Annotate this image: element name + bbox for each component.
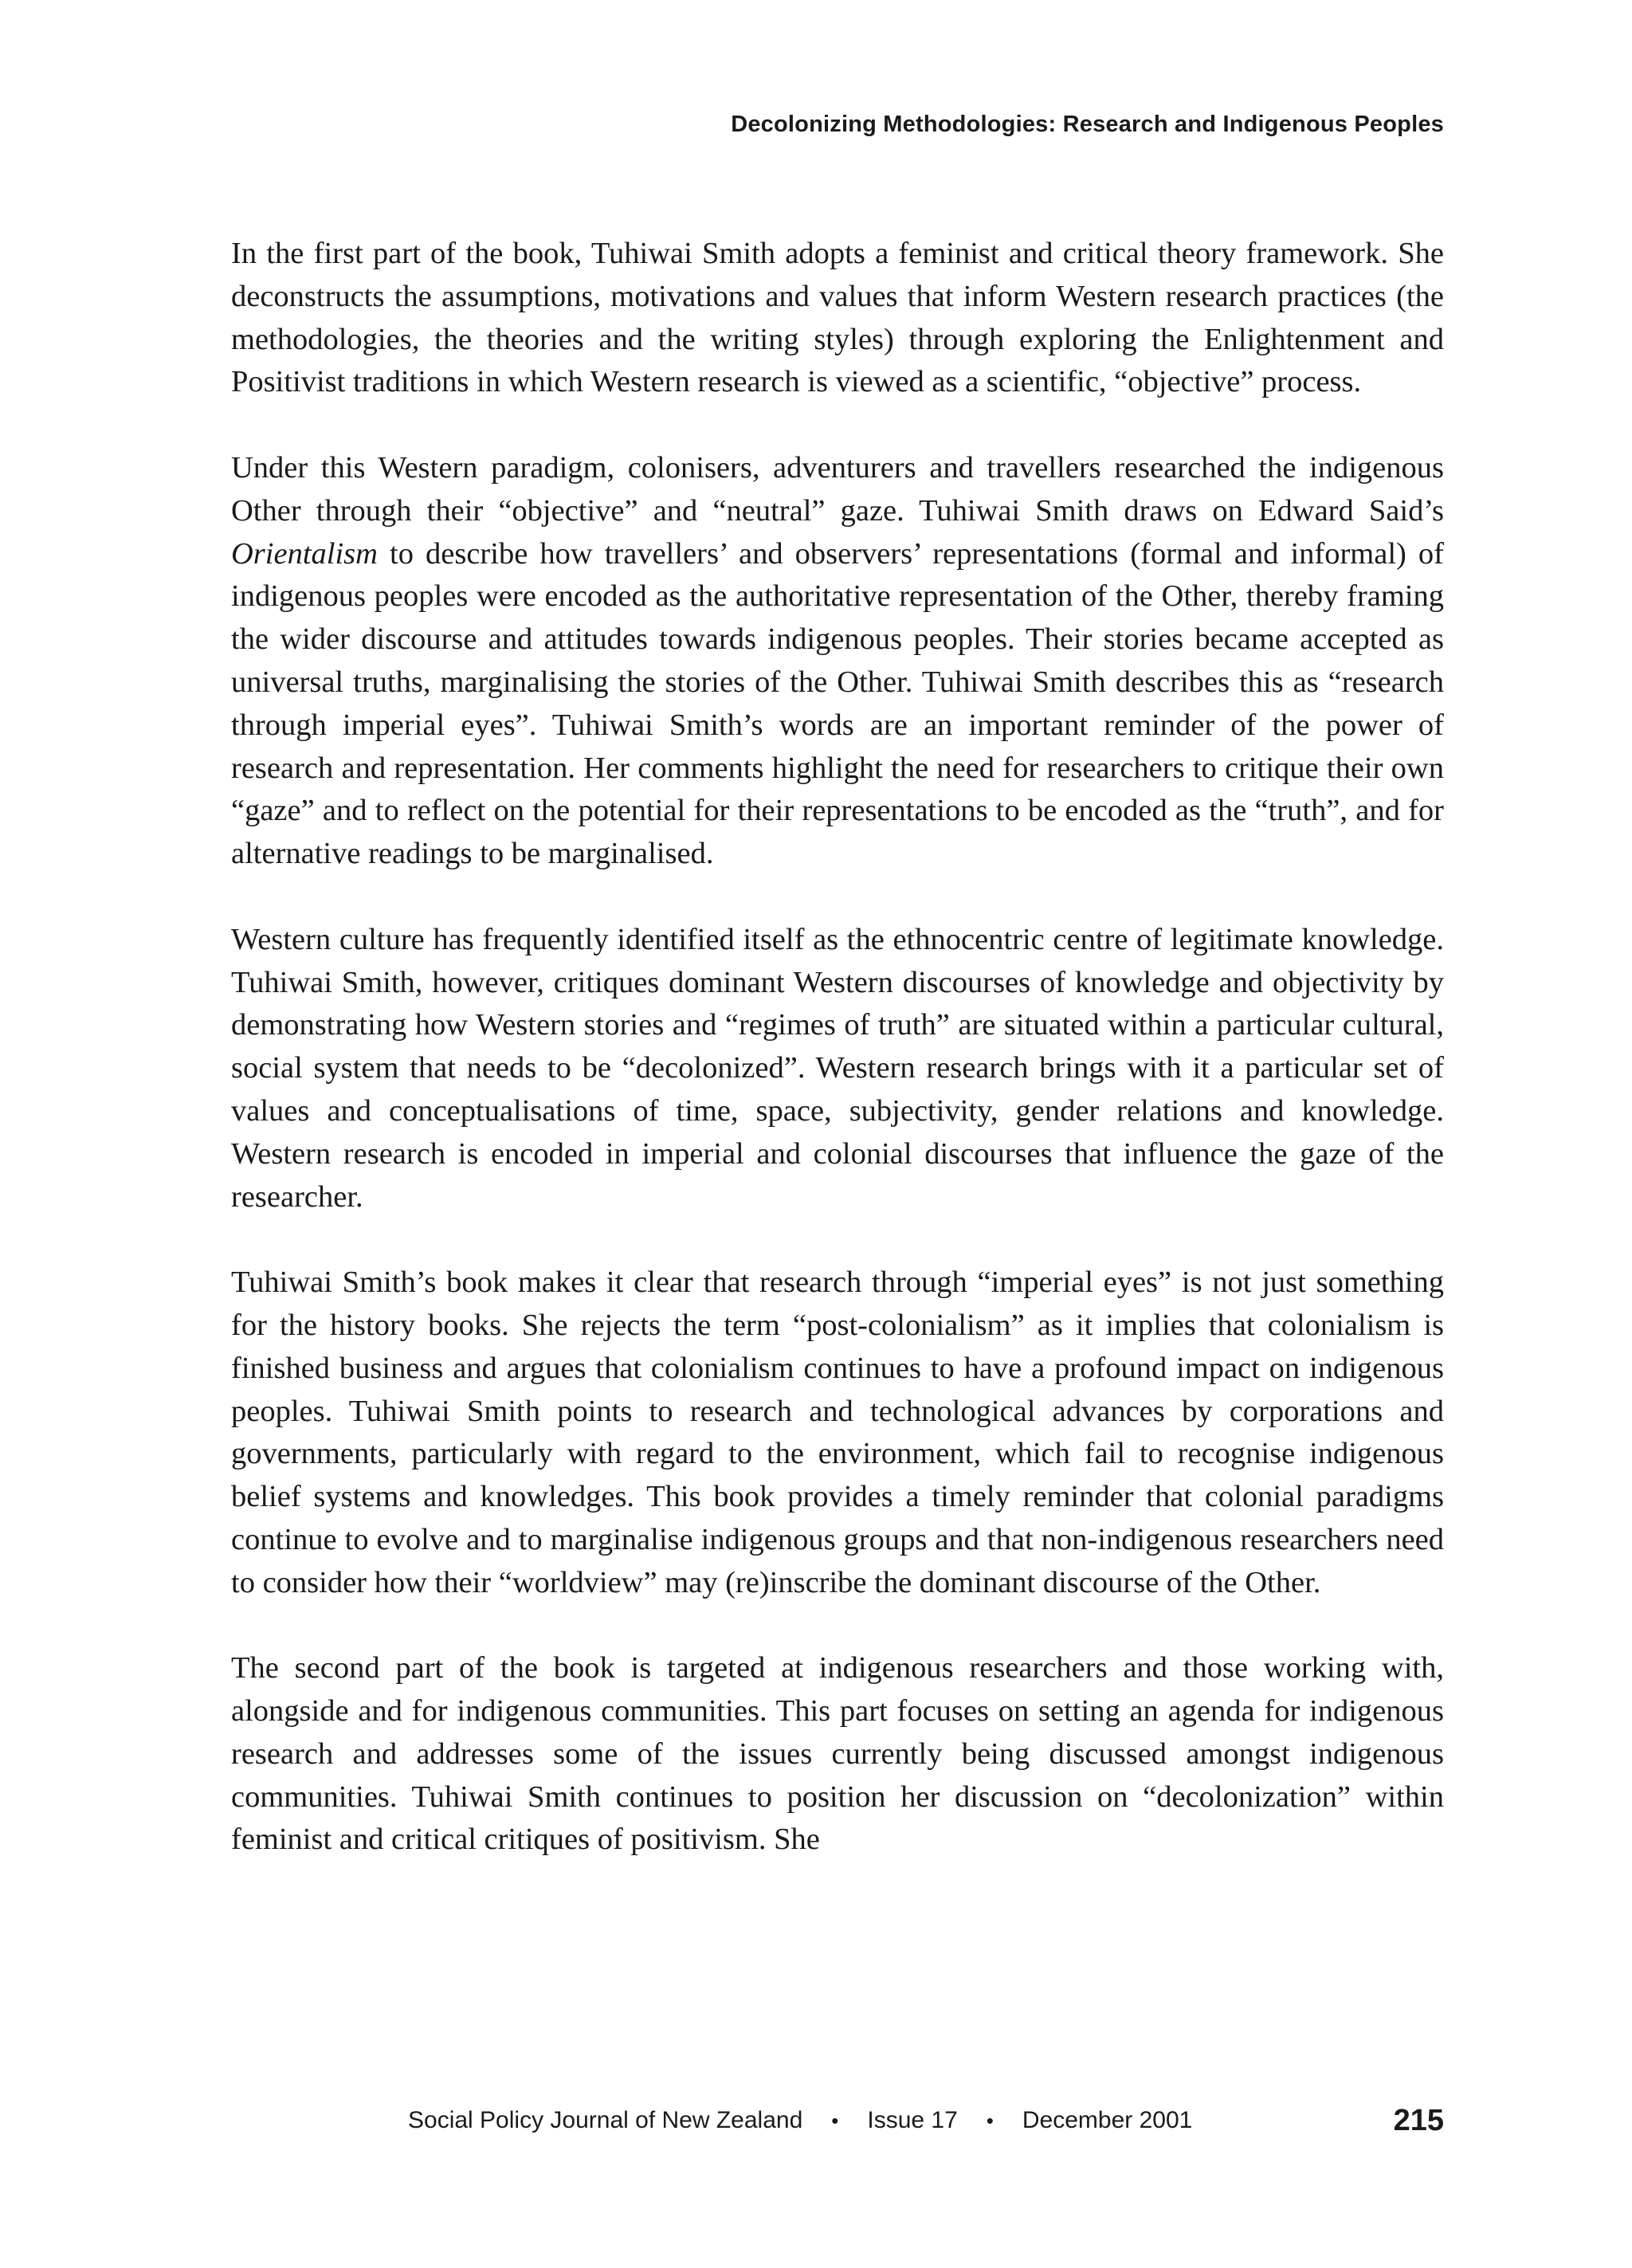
- page-number: 215: [1393, 2104, 1444, 2137]
- paragraph-1: In the first part of the book, Tuhiwai Smith adopts a feminist and critical theory framework. She deconstructs the assumptions, motivations and values that inform Western research practices (the methodologies, the theories and the writing styles) through exploring the Enlightenment and Positivist traditions in which Western research is viewed as a scientific, “objective” process.: [231, 237, 1444, 399]
- article-body: [231, 233, 1444, 1862]
- footer-separator-bullet: •: [831, 2109, 839, 2133]
- paragraph-3: Western culture has frequently identified itself as the ethnocentric centre of legitimate knowledge. Tuhiwai Smith, however, critiques dominant Western discourses of knowledge and objectivity by demonstrating how Western stories and “regimes of truth” are situated within a particular cultural, social system that needs to be “decolonized”. Western research brings with it a particular set of values and conceptualisations of time, space, subjectivity, gender relations and knowledge. Western research is encoded in imperial and colonial discourses that influence the gaze of the researcher.: [231, 922, 1444, 1214]
- paragraph-2-text-end: to describe how travellers’ and observers’ representations (formal and informal) of indigenous peoples were encoded as the authoritative representation of the Other, thereby framing the wider discourse and attitudes towards indigenous peoples. Their stories became accepted as universal truths, marginalising the stories of the Other. Tuhiwai Smith describes this as “research through imperial eyes”. Tuhiwai Smith’s words are an important reminder of the power of research and representation. Her comments highlight the need for researchers to critique their own “gaze” and to reflect on the potential for their representations to be encoded as the “truth”, and for alternative readings to be marginalised.: [231, 536, 1444, 871]
- running-head-title: Decolonizing Methodologies: Research and Indigenous Peoples: [731, 112, 1444, 137]
- footer-separator-bullet: •: [986, 2109, 994, 2133]
- paragraph-2-text-start: Under this Western paradigm, colonisers, adventurers and travellers researched the indigenous Other through their “objective” and “neutral” gaze. Tuhiwai Smith draws on Edward Said’s: [231, 450, 1444, 528]
- paragraph-4: Tuhiwai Smith’s book makes it clear that research through “imperial eyes” is not just something for the history books. She rejects the term “post-colonialism” as it implies that colonialism is finished business and argues that colonialism continues to have a profound impact on indigenous peoples. Tuhiwai Smith points to research and technological advances by corporations and governments, particularly with regard to the environment, which fail to recognise indigenous belief systems and knowledges. This book provides a timely reminder that colonial paradigms continue to evolve and to marginalise indigenous groups and that non-indigenous researchers need to consider how their “worldview” may (re)inscribe the dominant discourse of the Other.: [231, 1265, 1444, 1599]
- paragraph-5: The second part of the book is targeted at indigenous researchers and those working with, alongside and for indigenous communities. This part focuses on setting an agenda for indigenous research and addresses some of the issues currently being discussed amongst indigenous communities. Tuhiwai Smith continues to position her discussion on “decolonization” within feminist and critical critiques of positivism. She: [231, 1651, 1444, 1857]
- issue-number: Issue 17: [867, 2107, 958, 2133]
- issue-date: December 2001: [1022, 2107, 1193, 2133]
- book-title-orientalism: Orientalism: [231, 536, 378, 571]
- paragraph-2: [231, 447, 1444, 876]
- journal-info: [408, 2107, 1192, 2134]
- page-footer: [231, 2104, 1444, 2142]
- journal-name: Social Policy Journal of New Zealand: [408, 2107, 803, 2133]
